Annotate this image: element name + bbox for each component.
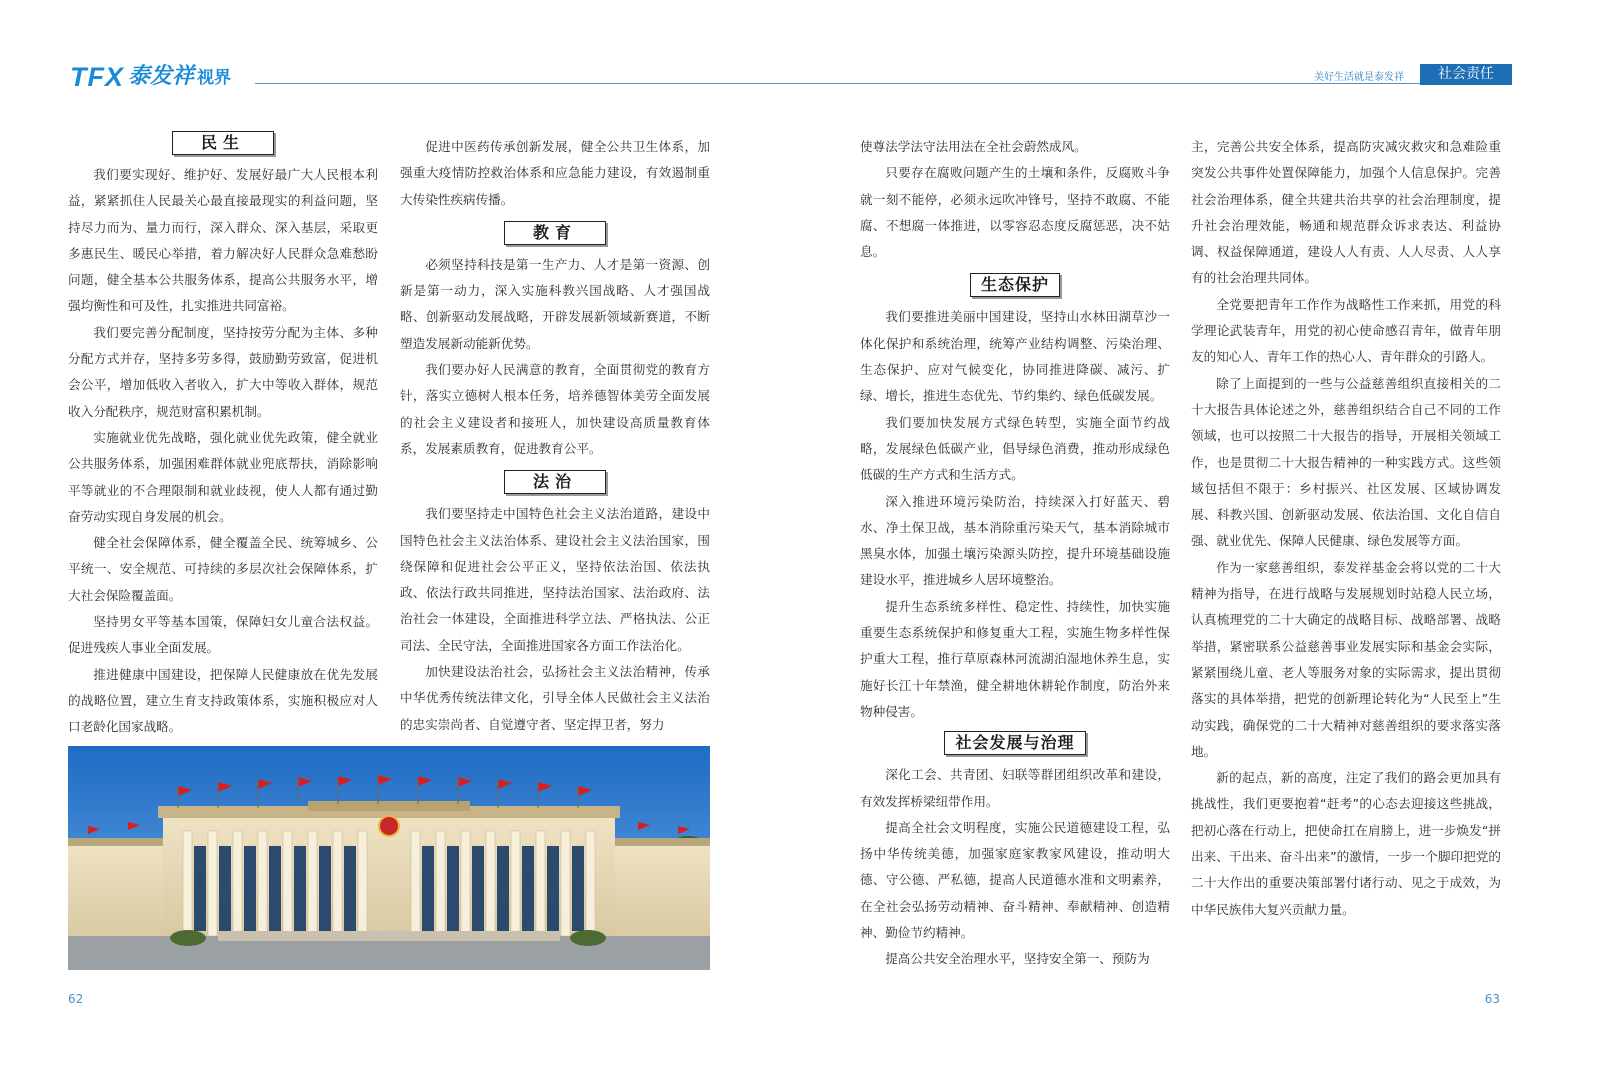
section-tab: 社会责任	[1420, 64, 1512, 85]
column-2	[400, 134, 710, 738]
paragraph: 我们要完善分配制度，坚持按劳分配为主体、多种分配方式并存，坚持多劳多得，鼓励勤劳致富，促进机会公平，增加低收入者收入，扩大中等收入群体，规范收入分配秩序，规范财富积累机制。	[68, 324, 378, 419]
column-4	[1191, 134, 1501, 923]
paragraph: 促进中医药传承创新发展，健全公共卫生体系，加强重大疫情防控救治体系和应急能力建设，有效遏制重大传染性疾病传播。	[400, 139, 710, 207]
paragraph: 我们要办好人民满意的教育，全面贯彻党的教育方针，落实立德树人根本任务，培养德智体美劳全面发展的社会主义建设者和接班人，加快建设高质量教育体系，发展素质教育，促进教育公平。	[400, 362, 710, 456]
great-hall-photo	[68, 746, 710, 970]
paragraph: 实施就业优先战略，强化就业优先政策，健全就业公共服务体系，加强困难群体就业兜底帮扶，消除影响平等就业的不合理限制和就业歧视，使人人都有通过勤奋劳动实现自身发展的机会。	[68, 429, 378, 524]
paragraph: 只要存在腐败问题产生的土壤和条件，反腐败斗争就一刻不能停，必须永远吹冲锋号，坚持不敢腐、不能腐、不想腐一体推进，以零容忍态度反腐惩恶，决不姑息。	[860, 165, 1170, 260]
logo-brand-name: 泰发祥	[128, 64, 195, 89]
header-rule	[255, 83, 1512, 84]
page-number-left: 62	[68, 992, 84, 1006]
column-3	[860, 134, 1170, 973]
paragraph: 我们要加快发展方式绿色转型，实施全面节约战略，发展绿色低碳产业，倡导绿色消费，推动形成绿色低碳的生产方式和生活方式。	[860, 414, 1170, 483]
column-1	[68, 134, 378, 741]
paragraph: 提升生态系统多样性、稳定性、持续性，加快实施重要生态系统保护和修复重大工程，实施生物多样性保护重大工程，推行草原森林河流湖泊湿地休养生息，实施好长江十年禁渔，健全耕地休耕轮作制度，防治外来物种侵害。	[860, 598, 1170, 719]
heading-minsheng: 民生	[172, 131, 274, 155]
paragraph: 新的起点，新的高度，注定了我们的路会更加具有挑战性，我们更要抱着“赶考”的心态去迎接这些挑战，把初心落在行动上，把使命扛在肩膀上，进一步焕发“拼出来、干出来、奋斗出来”的激情，一步一个脚印把党的二十大作出的重要决策部署付诸行动、见之于成效，为中华民族伟大复兴贡献力量。	[1191, 770, 1501, 917]
paragraph: 主，完善公共安全体系，提高防灾减灾救灾和急难险重突发公共事件处置保障能力，加强个人信息保护。完善社会治理体系，健全共建共治共享的社会治理制度，提升社会治理效能，畅通和规范群众诉求表达、利益协调、权益保障通道，建设人人有责、人人尽责、人人享有的社会治理共同体。	[1191, 139, 1501, 286]
header-slogan: 美好生活就是泰发祥	[1314, 72, 1404, 83]
paragraph: 使尊法学法守法用法在全社会蔚然成风。	[860, 139, 1087, 154]
paragraph: 加快建设法治社会，弘扬社会主义法治精神，传承中华优秀传统法律文化，引导全体人民做社会主义法治的忠实崇尚者、自觉遵守者、坚定捍卫者，努力	[400, 664, 710, 732]
paragraph: 健全社会保障体系，健全覆盖全民、统筹城乡、公平统一、安全规范、可持续的多层次社会保障体系，扩大社会保险覆盖面。	[68, 535, 378, 603]
paragraph: 推进健康中国建设，把保障人民健康放在优先发展的战略位置，建立生育支持政策体系，实施积极应对人口老龄化国家战略。	[68, 666, 378, 735]
paragraph: 提高公共安全治理水平，坚持安全第一、预防为	[885, 951, 1150, 967]
paragraph: 深化工会、共青团、妇联等群团组织改革和建设，有效发挥桥梁纽带作用。	[860, 767, 1170, 809]
heading-education: 教育	[504, 221, 606, 245]
paragraph: 我们要实现好、维护好、发展好最广大人民根本利益，紧紧抓住人民最关心最直接最现实的利益问题，坚持尽力而为、量力而行，深入群众、深入基层，采取更多惠民生、暖民心举措，着力解决好人民群众急难愁盼问题，健全基本公共服务体系，提高公共服务水平，增强均衡性和可及性，扎实推进共同富裕。	[68, 167, 378, 314]
paragraph: 提高全社会文明程度，实施公民道德建设工程，弘扬中华传统美德，加强家庭家教家风建设，推动明大德、守公德、严私德，提高人民道德水准和文明素养，在全社会弘扬劳动精神、奋斗精神、奉献精神、创造精神、勤俭节约精神。	[860, 819, 1170, 941]
paragraph: 我们要坚持走中国特色社会主义法治道路，建设中国特色社会主义法治体系、建设社会主义法治国家，围绕保障和促进社会公平正义，坚持依法治国、依法执政、依法行政共同推进，坚持法治国家、法治政府、法治社会一体建设，全面推进科学立法、严格执法、公正司法、全民守法，全面推进国家各方面工作法治化。	[400, 506, 710, 653]
paragraph: 除了上面提到的一些与公益慈善组织直接相关的二十大报告具体论述之外，慈善组织结合自己不同的工作领域，也可以按照二十大报告的指导，开展相关领域工作，也是贯彻二十大报告精神的一种实践方式。这些领域包括但不限于：乡村振兴、社区发展、区域协调发展、科教兴国、创新驱动发展、依法治国、文化自信自强、就业优先、保障人民健康、绿色发展等方面。	[1191, 375, 1501, 549]
logo-tfx: TFX	[70, 62, 124, 92]
masthead-logo	[70, 60, 231, 90]
page-number-right: 63	[1484, 992, 1500, 1006]
paragraph: 坚持男女平等基本国策，保障妇女儿童合法权益。促进残疾人事业全面发展。	[68, 614, 378, 656]
paragraph: 深入推进环境污染防治，持续深入打好蓝天、碧水、净土保卫战，基本消除重污染天气，基本消除城市黑臭水体，加强土壤污染源头防控，提升环境基础设施建设水平，推进城乡人居环境整治。	[860, 493, 1170, 588]
paragraph: 作为一家慈善组织，泰发祥基金会将以党的二十大精神为指导，在进行战略与发展规划时站稳人民立场，认真梳理党的二十大确定的战略目标、战略部署、战略举措，紧密联系公益慈善事业发展实际和基金会实际，紧紧围绕儿童、老人等服务对象的实际需求，提出贯彻落实的具体举措，把党的创新理论转化为“人民至上”生动实践，确保党的二十大精神对慈善组织的要求落实落地。	[1191, 559, 1501, 759]
logo-subtitle: 视界	[197, 68, 232, 88]
paragraph: 我们要推进美丽中国建设，坚持山水林田湖草沙一体化保护和系统治理，统筹产业结构调整、污染治理、生态保护、应对气候变化，协同推进降碳、减污、扩绿、增长，推进生态优先、节约集约、绿色低碳发展。	[860, 309, 1170, 404]
heading-social-governance: 社会发展与治理	[944, 731, 1085, 755]
heading-ecology: 生态保护	[970, 273, 1060, 297]
heading-rule-of-law: 法治	[504, 470, 606, 494]
paragraph: 全党要把青年工作作为战略性工作来抓，用党的科学理论武装青年，用党的初心使命感召青年，做青年朋友的知心人、青年工作的热心人、青年群众的引路人。	[1191, 296, 1501, 365]
paragraph: 必须坚持科技是第一生产力、人才是第一资源、创新是第一动力，深入实施科教兴国战略、人才强国战略、创新驱动发展战略，开辟发展新领域新赛道，不断塑造发展新动能新优势。	[400, 256, 710, 351]
